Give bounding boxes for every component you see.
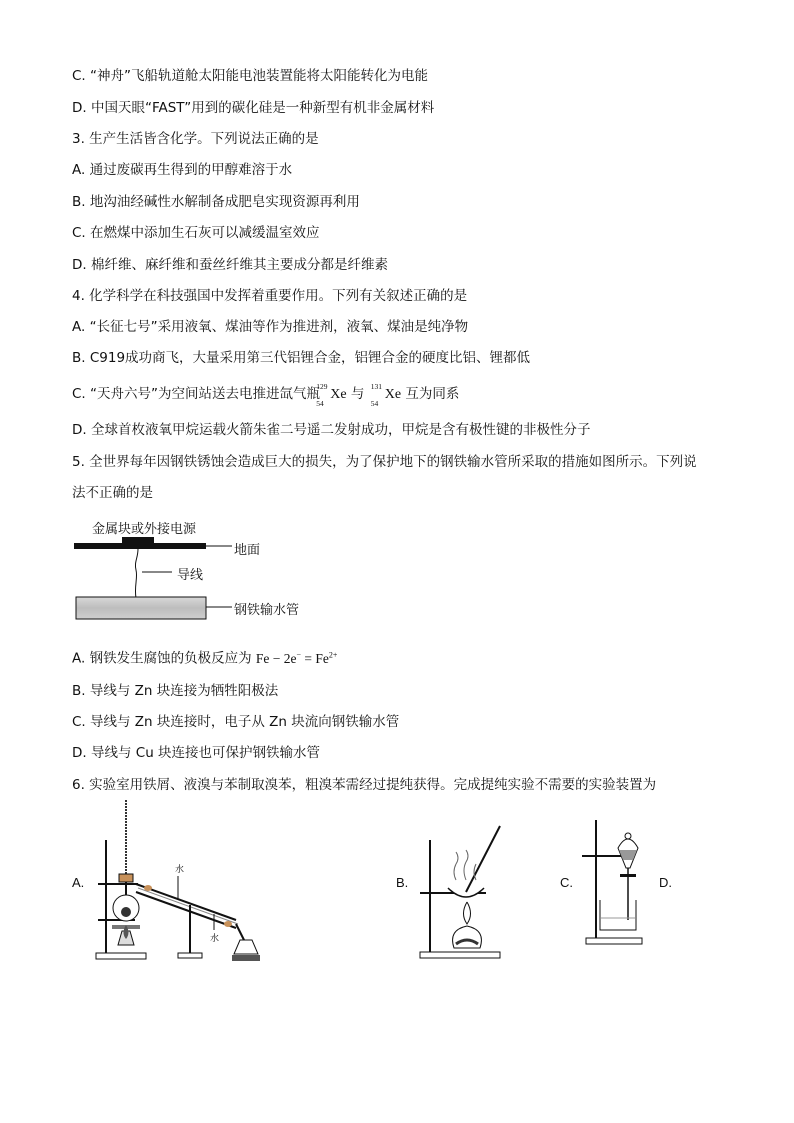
apparatus-label-d: D.: [659, 875, 672, 890]
q2-option-c: C. “神舟”飞船轨道舱太阳能电池装置能将太阳能转化为电能: [72, 68, 428, 84]
label-wire: 导线: [177, 567, 204, 582]
q4-option-a: A. “长征七号”采用液氧、煤油等作为推进剂，液氧、煤油是纯净物: [72, 319, 469, 335]
label-metal-block: 金属块或外接电源: [92, 521, 197, 536]
xe129-mass-number: 129: [316, 382, 328, 391]
q5-option-b: B. 导线与 Zn 块连接为牺牲阳极法: [72, 683, 279, 699]
q6-stem: 6. 实验室用铁屑、液溴与苯制取溴苯，粗溴苯需经过提纯获得。完成提纯实验不需要的实验装置为: [72, 777, 657, 793]
funnel-stopper: [625, 833, 631, 839]
q2-option-d: D. 中国天眼“FAST”用到的碳化硅是一种新型有机非金属材料: [72, 100, 435, 116]
xe129-symbol: Xe: [330, 387, 347, 402]
q5-a-text: A. 钢铁发生腐蚀的负极反应为: [72, 650, 252, 667]
q3-option-a: A. 通过废碳再生得到的甲醇难溶于水: [72, 162, 293, 178]
water-out-label: 水: [210, 933, 220, 943]
q3-option-c: C. 在燃煤中添加生石灰可以减缓温室效应: [72, 225, 320, 241]
xe131-symbol: Xe: [384, 387, 402, 402]
q5-a-formula-left: Fe − 2e: [255, 650, 297, 666]
q4-option-d: D. 全球首枚液氧甲烷运载火箭朱雀二号遥二发射成功，甲烷是含有极性键的非极性分子: [72, 422, 591, 438]
xe129-atomic-number: 54: [316, 399, 324, 408]
q4-c-text-pre: C. “天舟六号”为空间站送去电推进氙气瓶: [72, 386, 320, 402]
q5-stem-line-2: 法不正确的是: [72, 485, 153, 501]
q4-option-b: B. C919成功商飞，大量采用第三代铝锂合金，铝锂合金的硬度比铝、锂都低: [72, 350, 531, 366]
iron-ion-charge: 2+: [328, 650, 338, 659]
label-ground: 地面: [234, 542, 261, 557]
q3-stem: 3. 生产生活皆含化学。下列说法正确的是: [72, 131, 319, 147]
q4-c-text-mid: 与: [350, 386, 365, 402]
q4-stem: 4. 化学科学在科技强国中发挥着重要作用。下列有关叙述正确的是: [72, 288, 468, 304]
q4-c-text-post: 互为同系: [405, 386, 460, 402]
xe131-atomic-number: 54: [370, 399, 379, 408]
apparatus-label-b: B.: [396, 875, 409, 890]
apparatus-label-c: C.: [560, 875, 573, 890]
q5-option-d: D. 导线与 Cu 块连接也可保护钢铁输水管: [72, 745, 321, 761]
water-in-label: 水: [175, 864, 185, 874]
apparatus-label-a: A.: [72, 875, 85, 890]
q3-option-d: D. 棉纤维、麻纤维和蚕丝纤维其主要成分都是纤维素: [72, 257, 388, 273]
stand-base-c: [586, 938, 642, 944]
q5-option-c: C. 导线与 Zn 块连接时，电子从 Zn 块流向钢铁输水管: [72, 714, 400, 730]
xe131-mass-number: 131: [370, 382, 382, 391]
beaker: [600, 900, 636, 930]
q3-option-b: B. 地沟油经碱性水解制备成肥皂实现资源再利用: [72, 194, 360, 210]
label-steel-pipe: 钢铁输水管: [234, 602, 300, 617]
q5-stem-line-1: 5. 全世界每年因钢铁锈蚀会造成巨大的损失，为了保护地下的钢铁输水管所采取的措施如图所示。下列说: [72, 454, 697, 470]
electron-charge: −: [296, 650, 302, 659]
q5-a-formula-right: = Fe: [301, 650, 329, 666]
